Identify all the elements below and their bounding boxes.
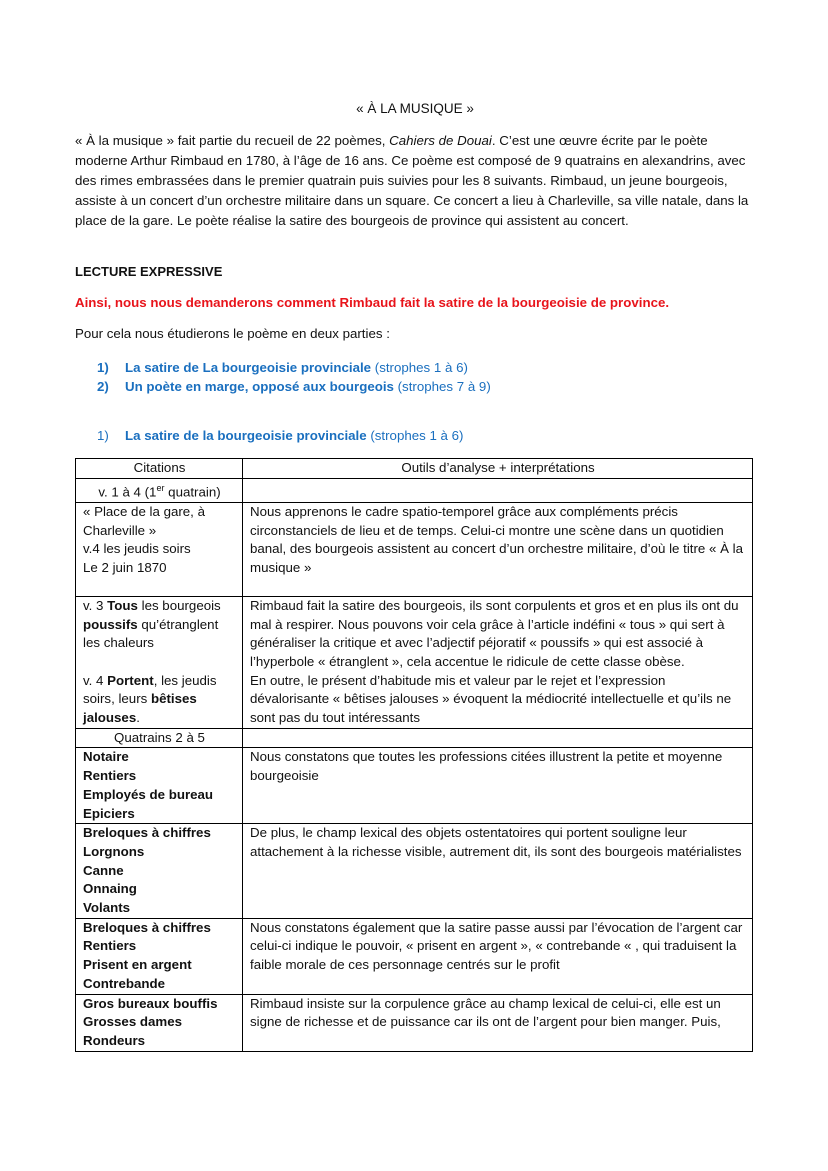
citation-line: Rentiers xyxy=(83,938,137,954)
intro-paragraph xyxy=(75,131,755,231)
analysis-cell: Rimbaud insiste sur la corpulence grâce au champ lexical de celui-ci, elle est un signe de richesse et de puissance car ils ont de l’argent pour bien manger. Puis, xyxy=(243,994,753,1051)
intro-work-title: Cahiers de Douai xyxy=(389,133,492,148)
citation-line: v.4 les jeudis soirs xyxy=(83,541,191,557)
table-row xyxy=(76,748,753,824)
plan-intro: Pour cela nous étudierons le poème en deux parties : xyxy=(75,326,390,341)
citation-cell xyxy=(76,824,243,919)
citation-line: Epiciers xyxy=(83,805,135,821)
plan-item-title: Un poète en marge, opposé aux bourgeois xyxy=(125,379,394,394)
group-label-sup: er xyxy=(156,482,165,493)
citation-cell xyxy=(76,596,243,728)
header-analysis: Outils d’analyse + interprétations xyxy=(243,459,753,479)
lecture-heading: LECTURE EXPRESSIVE xyxy=(75,264,223,279)
plan-item xyxy=(97,358,491,377)
analysis-cell: De plus, le champ lexical des objets ostentatoires qui portent souligne leur attachement à la richesse visible, autrement dit, ils sont des bourgeois matérialistes xyxy=(243,824,753,919)
citation-cell xyxy=(76,748,243,824)
section-range: (strophes 1 à 6) xyxy=(366,428,464,443)
group-empty-cell xyxy=(243,478,753,502)
problematique: Ainsi, nous nous demanderons comment Rimbaud fait la satire de la bourgeoisie de province. xyxy=(75,295,670,310)
group-empty-cell xyxy=(243,728,753,748)
analysis-cell: Nous apprenons le cadre spatio-temporel grâce aux compléments précis circonstanciels de lieu et de temps. Celui-ci montre une scène dans un quotidien banal, des bourgeois assistent au concert d’un orchestre militaire, d’où le titre « À la musique » xyxy=(243,502,753,596)
plan-item-number: 2) xyxy=(97,379,109,394)
analysis-paragraph: Rimbaud fait la satire des bourgeois, ils sont corpulents et gros et en plus ils ont du mal à respirer. Nous pouvons voir cela grâce à l’article indéfini « tous » qui sert à généraliser la critique et avec l’adjectif péjoratif « poussifs » qui est associé à l’hyperbole « étranglent », cela accentue le ridicule de cette classe obèse. xyxy=(250,597,739,669)
group-label: Quatrains 2 à 5 xyxy=(76,728,243,748)
citation-line: Contrebande xyxy=(83,975,166,991)
citation-line: Onnaing xyxy=(83,881,137,897)
analysis-cell xyxy=(243,596,753,728)
plan-list xyxy=(97,358,491,396)
citation-line: Breloques à chiffres xyxy=(83,825,211,841)
group-label xyxy=(76,478,243,502)
citation-line: Volants xyxy=(83,900,131,916)
header-citations: Citations xyxy=(76,459,243,479)
table-header-row xyxy=(76,459,753,479)
section-number: 1) xyxy=(97,428,109,443)
section-title: La satire de la bourgeoisie provinciale xyxy=(125,428,367,443)
plan-item-range: (strophes 1 à 6) xyxy=(371,360,468,375)
citation-cell xyxy=(76,918,243,994)
document-title: « À LA MUSIQUE » xyxy=(356,101,474,116)
citation-line: Prisent en argent xyxy=(83,957,192,973)
section-heading xyxy=(97,428,463,443)
citation-line: Notaire xyxy=(83,749,129,765)
analysis-cell: Nous constatons également que la satire passe aussi par l’évocation de l’argent car celui-ci indique le pouvoir, « prisent en argent », « contrebande « , qui traduisent la faible morale de ces personnage centrés sur le profit xyxy=(243,918,753,994)
analysis-cell: Nous constatons que toutes les professions citées illustrent la petite et moyenne bourgeoisie xyxy=(243,748,753,824)
citation-line: Employés de bureau xyxy=(83,786,214,802)
citation-quote: v. 4 Portent, les jeudis soirs, leurs bêtises jalouses. xyxy=(83,672,217,726)
intro-text-1: « À la musique » fait partie du recueil de 22 poèmes, xyxy=(75,133,390,148)
citation-line: Breloques à chiffres xyxy=(83,919,211,935)
plan-item xyxy=(97,377,491,396)
plan-item-range: (strophes 7 à 9) xyxy=(393,379,491,394)
plan-item-title: La satire de La bourgeoisie provinciale xyxy=(125,360,372,375)
group-label-text: quatrain) xyxy=(164,484,221,500)
citation-cell xyxy=(76,502,243,596)
analysis-paragraph: En outre, le présent d’habitude mis et valeur par le rejet et l’expression dévalorisante « bêtises jalouses » évoquent la médiocrité intellectuelle et qu’ils ne sont pas du tout intéressants xyxy=(250,672,732,726)
citation-line: Lorgnons xyxy=(83,843,145,859)
citation-line: « Place de la gare, à Charleville » xyxy=(83,503,205,538)
table-row xyxy=(76,994,753,1051)
citation-line: Gros bureaux bouffis xyxy=(83,995,218,1011)
intro-text-2: . C’est une œuvre écrite par le poète moderne Arthur Rimbaud en 1780, à l’âge de 16 ans. Ce poème est composé de 9 quatrains en alexandrins, avec des rimes embrassées dans le premier quatrain puis suivies pour les 8 suivants. Rimbaud, un jeune bourgeois, assiste à un concert d’un orchestre militaire dans un square. Ce concert a lieu à Charleville, sa ville natale, dans la place de la gare. Le poète réalise la satire des bourgeois de province qui assistent au concert. xyxy=(75,133,749,228)
table-row xyxy=(76,824,753,919)
citation-line: Le 2 juin 1870 xyxy=(83,559,167,575)
table-row xyxy=(76,596,753,728)
citation-line: Grosses dames xyxy=(83,1014,183,1030)
citation-line: Rentiers xyxy=(83,768,137,784)
citation-quote: v. 3 Tous les bourgeois poussifs qu’étranglent les chaleurs xyxy=(83,597,221,651)
analysis-table xyxy=(75,458,753,1052)
citation-line: Rondeurs xyxy=(83,1033,146,1048)
table-row xyxy=(76,502,753,596)
citation-line: Canne xyxy=(83,862,124,878)
group-label-text: v. 1 à 4 (1 xyxy=(98,484,157,500)
table-row xyxy=(76,918,753,994)
plan-item-number: 1) xyxy=(97,360,109,375)
citation-cell xyxy=(76,994,243,1051)
table-group-row xyxy=(76,478,753,502)
table-group-row xyxy=(76,728,753,748)
